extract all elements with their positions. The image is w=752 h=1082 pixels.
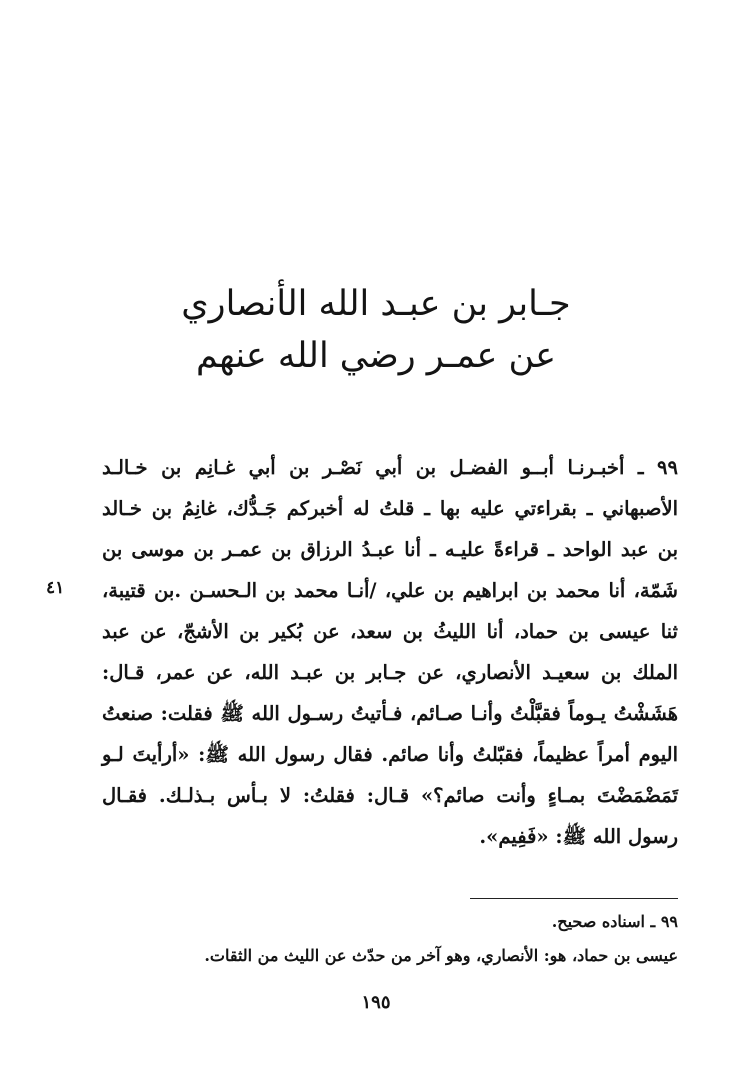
- footnote-divider: [470, 898, 678, 899]
- footnote-line: ٩٩ ـ اسناده صحيح.: [551, 912, 678, 931]
- hadith-line: ثنا عيسى بن حماد، أنا الليثُ بن سعد، عن بُكير بن الأشجّ، عن عبد: [102, 620, 678, 643]
- chapter-title: [0, 278, 752, 382]
- footnotes: [100, 905, 678, 973]
- hadith-text: [102, 447, 678, 857]
- hadith-line: الملك بن سعيـد الأنصاري، عن جـابر بن عبـد الله، عن عمر، قـال:: [102, 661, 678, 684]
- chapter-title-line-1: جـابر بن عبـد الله الأنصاري: [181, 284, 571, 324]
- footnote-line: عيسى بن حماد، هو: الأنصاري، وهو آخر من حدّث عن الليث من الثقات.: [204, 946, 678, 965]
- hadith-line: ٩٩ ـ أخبـرنـا أبــو الفضـل بن أبي نَصْـر بن أبي غـانِم بن خـالـد: [102, 456, 678, 479]
- hadith-line: رسول الله ﷺ: «فَفِيم».: [479, 825, 678, 848]
- chapter-title-line-2: عن عمـر رضي الله عنهم: [195, 336, 557, 376]
- hadith-line: هَشَشْتُ يـوماً فقبَّلْتُ وأنـا صـائم، فـأتيتُ رسـول الله ﷺ فقلت: صنعتُ: [102, 702, 678, 725]
- hadith-line: اليوم أمراً عظيماً، فقبّلتُ وأنا صائم. فقال رسول الله ﷺ: «أرأيتَ لـو: [102, 743, 678, 766]
- hadith-line: بن عبد الواحد ـ قراءةً عليـه ـ أنا عبـدُ الرزاق بن عمـر بن موسى بن: [102, 538, 678, 561]
- hadith-line: الأصبهاني ـ بقراءتي عليه بها ـ قلتُ له أخبركم جَـدُّك، غانِمُ بن خـالد: [102, 497, 678, 520]
- hadith-line: تَمَضْمَضْتَ بمـاءٍ وأنت صائم؟» قـال: فقلتُ: لا بـأس بـذلـك. فقـال: [102, 784, 678, 807]
- hadith-line: شَمّة، أنا محمد بن ابراهيم بن علي، /أنـا محمد بن الـحسـن .بن قتيبة،: [102, 579, 678, 602]
- manuscript-folio-marker: ٤١: [46, 578, 65, 598]
- page-number: ١٩٥: [361, 992, 391, 1013]
